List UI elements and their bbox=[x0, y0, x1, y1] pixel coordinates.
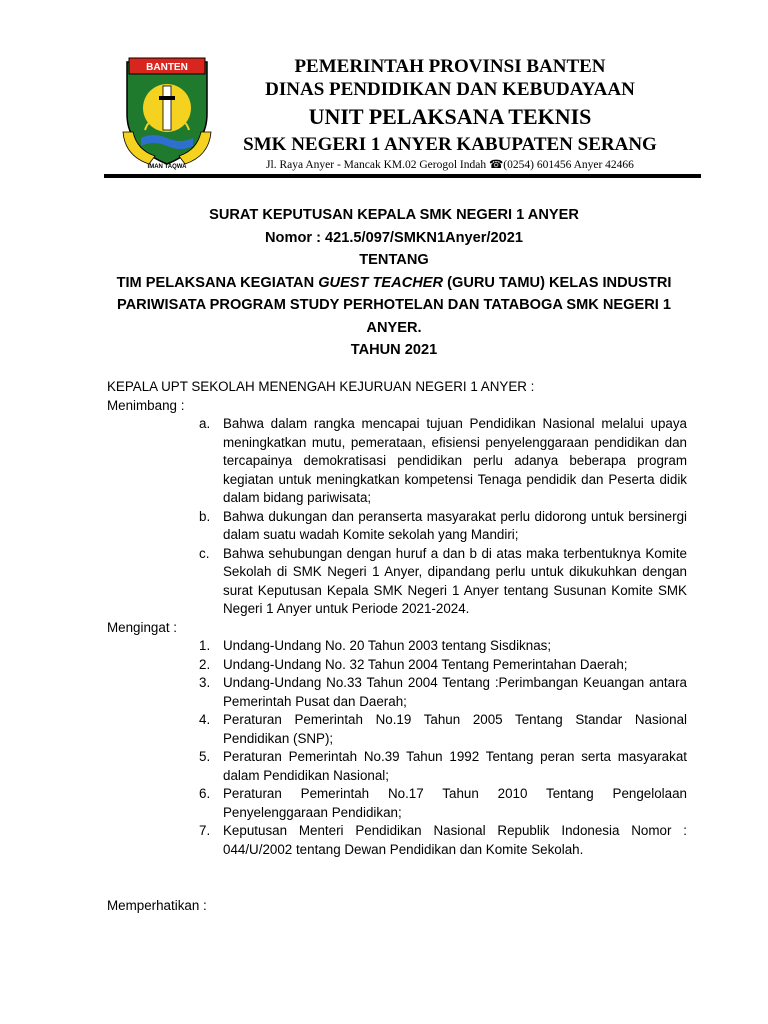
emblem-motto-text: IMAN TAQWA bbox=[147, 164, 187, 170]
list-text: Bahwa dukungan dan peranserta masyarakat perlu didorong untuk bersinergi dalam suatu wadah Komite sekolah yang Mandiri; bbox=[223, 508, 687, 542]
letterhead-unit: UNIT PELAKSANA TEKNIS bbox=[308, 104, 592, 129]
mengingat-list bbox=[107, 637, 687, 859]
list-text: Undang-Undang No. 32 Tahun 2004 Tentang Pemerintahan Daerah; bbox=[223, 656, 628, 672]
list-marker: 4. bbox=[199, 712, 211, 727]
emblem-banner-text: BANTEN bbox=[146, 62, 188, 73]
list-item bbox=[199, 674, 687, 711]
opening-line: KEPALA UPT SEKOLAH MENENGAH KEJURUAN NEGERI 1 ANYER : bbox=[107, 379, 535, 394]
mengingat-label: Mengingat : bbox=[107, 619, 177, 635]
list-text: Peraturan Pemerintah No.19 Tahun 2005 Tentang Standar Nasional Pendidikan (SNP); bbox=[223, 712, 687, 746]
list-item bbox=[199, 508, 687, 545]
list-item bbox=[199, 545, 687, 619]
letterhead bbox=[228, 56, 672, 173]
list-item bbox=[199, 711, 687, 748]
spacer bbox=[107, 859, 687, 897]
list-marker: 3. bbox=[199, 675, 211, 690]
list-marker: 5. bbox=[199, 749, 211, 764]
menimbang-label: Menimbang : bbox=[107, 397, 185, 413]
list-item bbox=[199, 656, 687, 675]
list-item bbox=[199, 415, 687, 508]
list-marker: b. bbox=[199, 508, 211, 524]
list-text: Peraturan Pemerintah No.39 Tahun 1992 Tentang peran serta masyarakat dalam Pendidikan Nasional; bbox=[223, 749, 687, 783]
memperhatikan-label: Memperhatikan : bbox=[107, 898, 207, 913]
letterhead-government: PEMERINTAH PROVINSI BANTEN bbox=[294, 56, 606, 77]
list-text: Undang-Undang No. 20 Tahun 2003 tentang Sisdiknas; bbox=[223, 638, 552, 653]
decree-number: Nomor : 421.5/097/SMKN1Anyer/2021 bbox=[265, 229, 523, 246]
list-marker: c. bbox=[199, 545, 210, 561]
decree-subject-part1: TIM PELAKSANA KEGIATAN bbox=[116, 274, 319, 291]
letterhead-school: SMK NEGERI 1 ANYER KABUPATEN SERANG bbox=[243, 134, 657, 155]
list-text: Undang-Undang No.33 Tahun 2004 Tentang :Perimbangan Keuangan antara Pemerintah Pusat dan Daerah; bbox=[223, 675, 687, 709]
banten-province-emblem bbox=[119, 52, 215, 172]
letterhead-department: DINAS PENDIDIKAN DAN KEBUDAYAAN bbox=[265, 79, 635, 100]
decree-title bbox=[104, 204, 684, 362]
list-text: Peraturan Pemerintah No.17 Tahun 2010 Tentang Pengelolaan Penyelenggaraan Pendidikan; bbox=[223, 786, 687, 820]
list-marker: 2. bbox=[199, 656, 211, 672]
decree-year: TAHUN 2021 bbox=[350, 342, 438, 358]
decree-subject-part2: (GURU TAMU) KELAS INDUSTRI PARIWISATA PROGRAM STUDY PERHOTELAN DAN TATABOGA SMK NEGERI 1 ANYER. bbox=[116, 274, 672, 336]
decree-body bbox=[107, 378, 687, 916]
decree-subject bbox=[104, 272, 684, 340]
letterhead-address: Jl. Raya Anyer - Mancak KM.02 Gerogol Indah ☎(0254) 601456 Anyer 42466 bbox=[266, 159, 634, 171]
decree-subject-italic: GUEST TEACHER bbox=[318, 274, 444, 291]
list-text: Keputusan Menteri Pendidikan Nasional Republik Indonesia Nomor : 044/U/2002 tentang Dewan Pendidikan dan Komite Sekolah. bbox=[223, 823, 687, 857]
list-marker: 1. bbox=[199, 638, 211, 653]
menimbang-list bbox=[107, 415, 687, 619]
list-text: Bahwa dalam rangka mencapai tujuan Pendidikan Nasional melalui upaya meningkatkan mutu, pemerataan, efisiensi penyelenggaraan pendidikan dan tercapainya demokratisasi pendidikan perlu adanya beberapa program kegiatan untuk meningkatkan kompetensi Tenaga pendidik dan Peserta didik dalam bidang pariwisata; bbox=[223, 416, 687, 505]
list-marker: 7. bbox=[199, 823, 211, 838]
list-marker: 6. bbox=[199, 786, 211, 801]
letterhead-divider bbox=[104, 174, 701, 178]
decree-heading: SURAT KEPUTUSAN KEPALA SMK NEGERI 1 ANYER bbox=[209, 207, 579, 223]
list-item bbox=[199, 785, 687, 822]
list-item bbox=[199, 822, 687, 859]
decree-about: TENTANG bbox=[359, 252, 429, 268]
list-text: Bahwa sehubungan dengan huruf a dan b di atas maka terbentuknya Komite Sekolah di SMK Negeri 1 Anyer, dipandang perlu untuk dikukuhkan dengan surat Keputusan Kepala SMK Negeri 1 Anyer tentang Susunan Komite SMK Negeri 1 Anyer untuk Periode 2021-2024. bbox=[223, 545, 687, 616]
list-marker: a. bbox=[199, 416, 211, 431]
list-item bbox=[199, 748, 687, 785]
list-item bbox=[199, 637, 687, 656]
